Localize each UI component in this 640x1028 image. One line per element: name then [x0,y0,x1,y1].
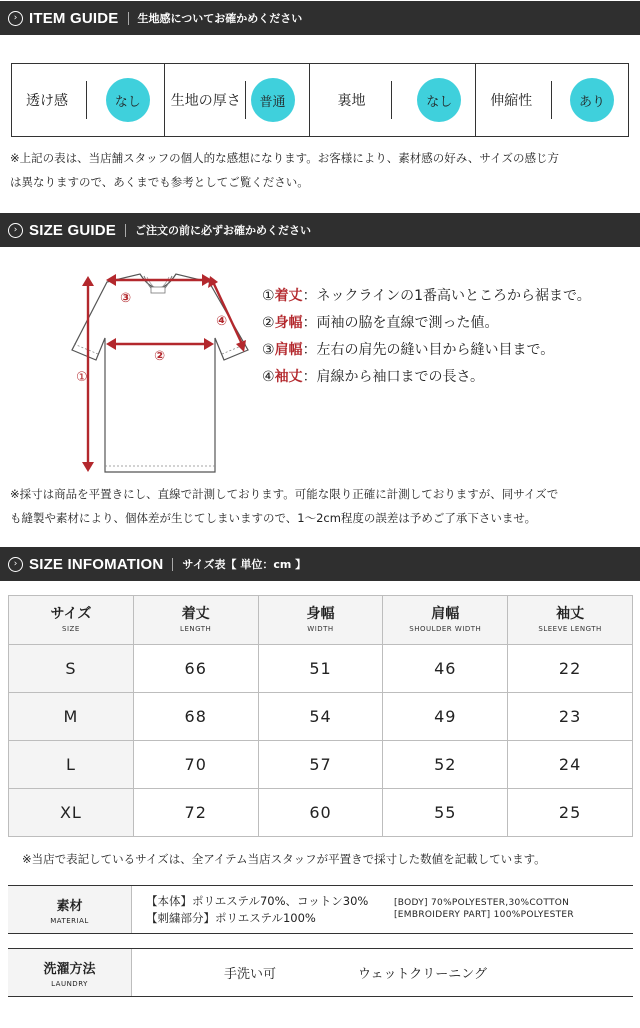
material-en: [BODY] 70%POLYESTER,30%COTTON [EMBROIDERY PART] 100%POLYESTER [394,898,574,920]
note-line: は異なりますので、あくまでも参考としてご覧ください。 [10,175,309,189]
column-header: サイズ SIZE [9,596,134,645]
table-row: L 70 57 52 24 [9,741,633,789]
value-badge: なし [106,78,150,122]
divider [86,81,87,119]
item-guide-cell-lining [310,64,477,136]
section-subtitle: 生地感についてお確かめください [137,12,303,25]
section-subtitle: ご注文の前に必ずお確かめください [135,224,312,237]
size-guide-header [0,213,640,247]
table-row: M 68 54 49 23 [9,693,633,741]
size-info-header [0,547,640,581]
cell-label: 伸縮性 [490,93,533,109]
item-guide-header [0,1,640,35]
section-title: ITEM GUIDE [29,9,119,27]
note-line: ※上記の表は、当店舗スタッフの個人的な感想になります。お客様により、素材感の好み、サイズの感じ方 [10,151,559,165]
section-title: SIZE INFOMATION [29,555,164,573]
table-header-row [9,596,633,645]
value-badge: あり [570,78,614,122]
note-line: も縫製や素材により、個体差が生じてしまいますので、1〜2cm程度の誤差は予めご了承下さいませ。 [10,511,537,525]
diagram-label-2: ② [154,349,166,364]
divider [551,81,552,119]
divider [172,558,173,571]
value-badge: なし [417,78,461,122]
size-info-note: ※当店で表記しているサイズは、全アイテム当店スタッフが平置きで採寸した数値を記載しています。 [22,852,546,866]
cell-label: 透け感 [26,93,68,109]
material-jp: 【本体】ポリエステル70%、コットン30% 【刺繍部分】ポリエステル100% [146,894,369,925]
material-table [8,885,633,934]
legend-item: ③肩幅：左右の肩先の縫い目から縫い目まで。 [262,342,555,358]
column-header: 身幅 WIDTH [258,596,383,645]
tshirt-outline-icon [72,274,248,472]
column-header: 肩幅 SHOULDER WIDTH [383,596,508,645]
cell-label: 裏地 [337,93,366,109]
table-row: S 66 51 46 22 [9,645,633,693]
item-guide-note [10,146,559,194]
column-header: 袖丈 SLEEVE LENGTH [508,596,633,645]
size-guide-note [10,482,558,530]
cell-label: 生地の厚さ [170,93,241,109]
legend-item: ①着丈：ネックラインの1番高いところから裾まで。 [262,288,591,304]
divider [128,12,129,25]
chevron-right-icon: › [8,11,23,26]
table-row: XL 72 60 55 25 [9,789,633,837]
diagram-label-4: ④ [216,314,228,329]
item-guide-cell-stretch [476,64,628,136]
laundry-table [8,948,633,997]
divider [125,224,126,237]
divider [391,81,392,119]
laundry-header: 洗濯方法 LAUNDRY [8,949,132,996]
item-guide-cell-transparency [12,64,165,136]
note-line: ※採寸は商品を平置きにし、直線で計測しております。可能な限り正確に計測しておりますが、同サイズで [10,487,559,501]
diagram-label-1: ① [76,370,88,385]
material-header: 素材 MATERIAL [8,886,132,933]
chevron-right-icon: › [8,223,23,238]
section-subtitle: サイズ表【 単位：cm 】 [182,558,307,571]
laundry-values: 手洗い可 ウェットクリーニング [224,967,487,982]
size-table [8,595,633,837]
item-guide-table [11,63,629,137]
column-header: 着丈 LENGTH [133,596,258,645]
legend-item: ④袖丈：肩線から袖口までの長さ。 [262,369,485,385]
legend-item: ②身幅：両袖の脇を直線で測った値。 [262,315,499,331]
diagram-label-3: ③ [120,291,132,306]
chevron-right-icon: › [8,557,23,572]
value-badge: 普通 [251,78,295,122]
item-guide-cell-thickness [165,64,310,136]
tshirt-diagram [60,268,255,478]
section-title: SIZE GUIDE [29,221,117,239]
size-guide-legend [262,283,591,391]
divider [245,81,246,119]
